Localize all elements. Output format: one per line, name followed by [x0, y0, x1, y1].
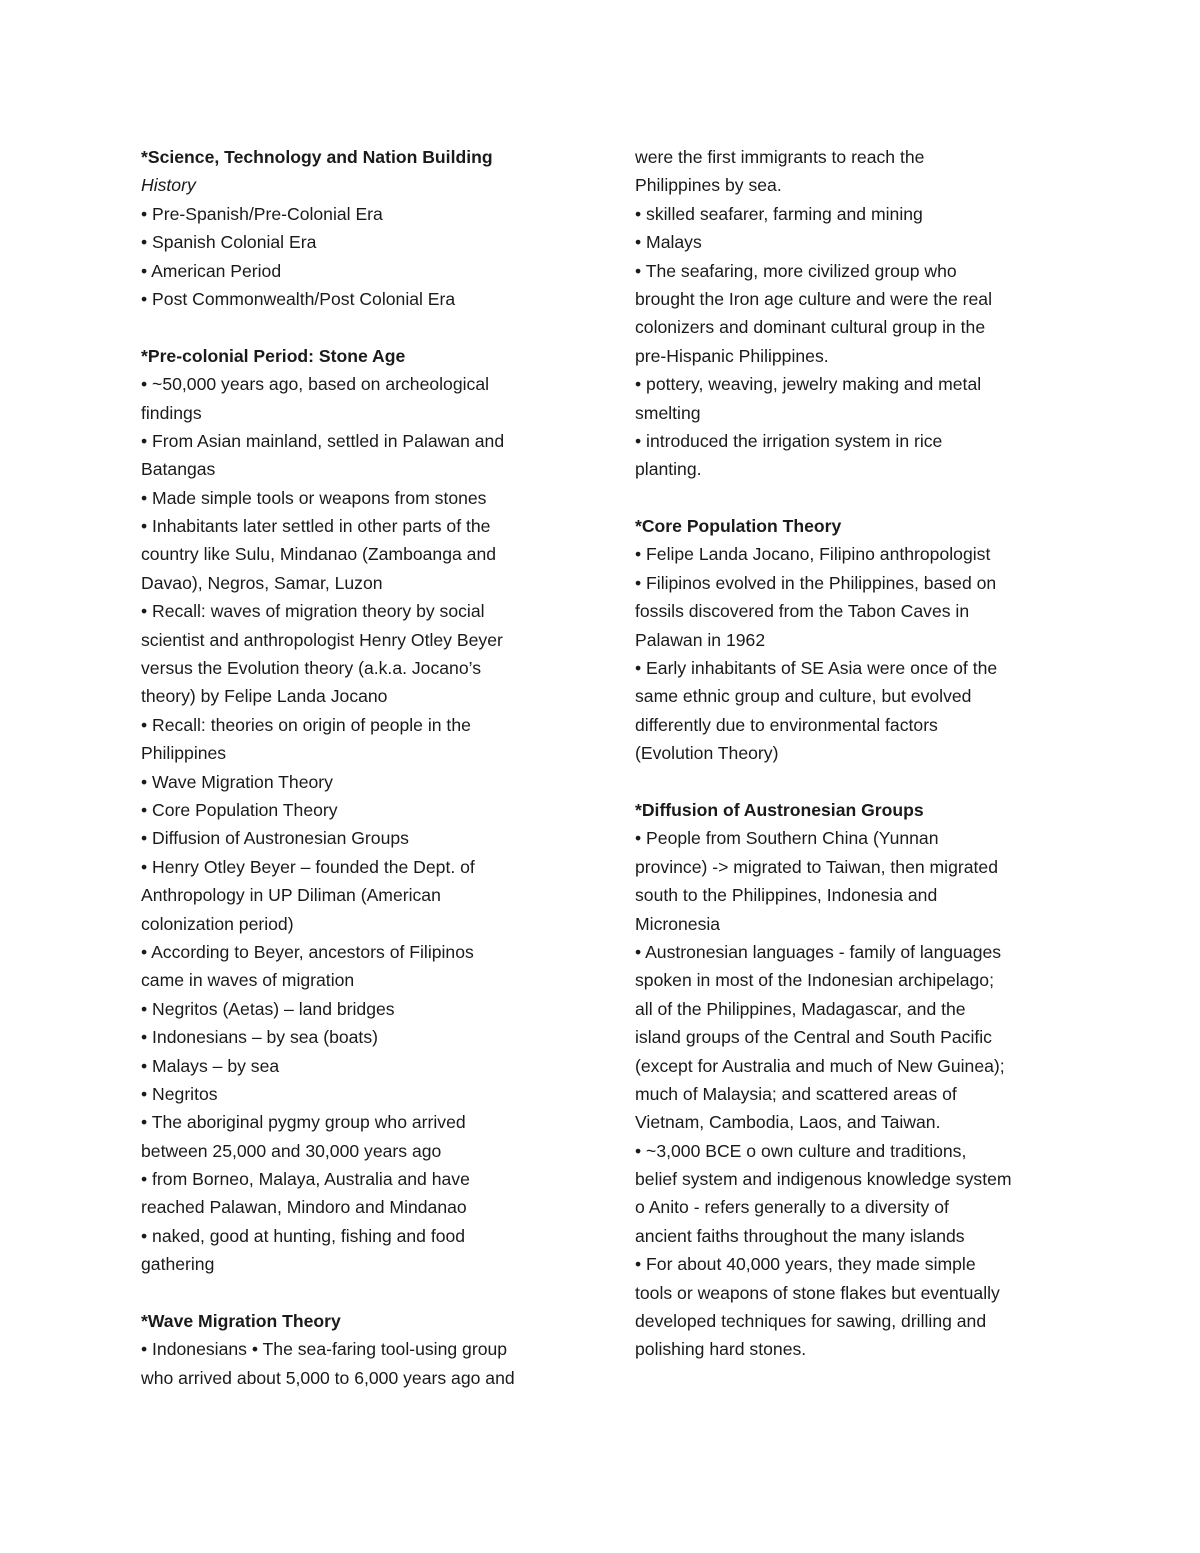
text-line: scientist and anthropologist Henry Otley Beyer [141, 629, 503, 650]
text-line: pre-Hispanic Philippines. [635, 345, 829, 366]
text-line: colonization period) [141, 913, 294, 934]
text-line: Palawan in 1962 [635, 629, 766, 650]
text-line: much of Malaysia; and scattered areas of [635, 1083, 957, 1104]
text-line: Micronesia [635, 913, 721, 934]
text-line: • Wave Migration Theory [141, 771, 333, 792]
text-line: • Inhabitants later settled in other parts of the [141, 516, 491, 537]
text-line: • Negritos [141, 1083, 218, 1104]
text-line: polishing hard stones. [635, 1339, 807, 1360]
text-line: • Indonesians • The sea-faring tool-using group [141, 1339, 508, 1360]
text-line: versus the Evolution theory (a.k.a. Jocano’s [141, 658, 482, 679]
text-line: • People from Southern China (Yunnan [635, 828, 939, 849]
paragraph-spacer [141, 313, 581, 341]
text-line: • introduced the irrigation system in rice [635, 430, 943, 451]
text-line: Philippines by sea. [635, 175, 782, 196]
text-line: • The aboriginal pygmy group who arrived [141, 1112, 466, 1133]
text-line: • ~50,000 years ago, based on archeological [141, 374, 490, 395]
text-line: • Recall: theories on origin of people in the [141, 714, 471, 735]
text-line: Anthropology in UP Diliman (American [141, 885, 441, 906]
text-line: • Negritos (Aetas) – land bridges [141, 998, 395, 1019]
text-line: o Anito - refers generally to a diversity of [635, 1197, 949, 1218]
text-line: • Core Population Theory [141, 799, 338, 820]
paragraph-spacer [635, 484, 1075, 512]
text-line: • Henry Otley Beyer – founded the Dept. of [141, 856, 475, 877]
right-column [635, 143, 1075, 1364]
text-line: smelting [635, 402, 701, 423]
text-line: province) -> migrated to Taiwan, then migrated [635, 856, 998, 877]
text-line: Davao), Negros, Samar, Luzon [141, 572, 383, 593]
text-line: (except for Australia and much of New Guinea); [635, 1055, 1005, 1076]
text-line: • Austronesian languages - family of languages [635, 941, 1002, 962]
text-line: • Indonesians – by sea (boats) [141, 1027, 378, 1048]
text-line: • Pre-Spanish/Pre-Colonial Era [141, 203, 383, 224]
text-line: • pottery, weaving, jewelry making and metal [635, 374, 982, 395]
text-line: tools or weapons of stone flakes but eventually [635, 1282, 1000, 1303]
text-line: • Filipinos evolved in the Philippines, based on [635, 572, 997, 593]
text-line: Batangas [141, 459, 216, 480]
text-line: gathering [141, 1254, 215, 1275]
text-line: • From Asian mainland, settled in Palawan and [141, 430, 505, 451]
text-line: came in waves of migration [141, 970, 355, 991]
text-line: • Felipe Landa Jocano, Filipino anthropologist [635, 544, 991, 565]
text-line: who arrived about 5,000 to 6,000 years ago and [141, 1367, 515, 1388]
text-line: • American Period [141, 260, 282, 281]
text-line: were the first immigrants to reach the [635, 147, 925, 167]
text-line: • Diffusion of Austronesian Groups [141, 828, 409, 849]
text-line: island groups of the Central and South Pacific [635, 1027, 992, 1048]
section-heading: *Diffusion of Austronesian Groups [635, 799, 924, 820]
text-line: planting. [635, 459, 702, 480]
section-heading: *Pre-colonial Period: Stone Age [141, 345, 406, 366]
text-line: belief system and indigenous knowledge system [635, 1169, 1012, 1190]
text-line: colonizers and dominant cultural group in the [635, 317, 986, 338]
text-line: reached Palawan, Mindoro and Mindanao [141, 1197, 467, 1218]
paragraph-spacer [141, 1279, 581, 1307]
section-heading: *Core Population Theory [635, 516, 842, 537]
text-line: brought the Iron age culture and were the real [635, 288, 992, 309]
text-line: Vietnam, Cambodia, Laos, and Taiwan. [635, 1112, 941, 1133]
text-line: Philippines [141, 743, 227, 764]
text-line: south to the Philippines, Indonesia and [635, 885, 938, 906]
text-line: • Early inhabitants of SE Asia were once of the [635, 658, 998, 679]
text-line: • ~3,000 BCE o own culture and traditions, [635, 1140, 967, 1161]
text-line: all of the Philippines, Madagascar, and the [635, 998, 966, 1019]
text-line: findings [141, 402, 202, 423]
paragraph-spacer [635, 768, 1075, 796]
text-line: • For about 40,000 years, they made simple [635, 1254, 976, 1275]
text-line: • naked, good at hunting, fishing and food [141, 1225, 466, 1246]
text-line: between 25,000 and 30,000 years ago [141, 1140, 442, 1161]
text-line: • skilled seafarer, farming and mining [635, 203, 923, 224]
text-line: • from Borneo, Malaya, Australia and have [141, 1169, 470, 1190]
text-line: • Spanish Colonial Era [141, 232, 317, 253]
text-line: differently due to environmental factors [635, 714, 938, 735]
text-line: • According to Beyer, ancestors of Filipinos [141, 941, 474, 962]
text-line: (Evolution Theory) [635, 743, 779, 764]
text-line: • The seafaring, more civilized group who [635, 260, 957, 281]
text-line: • Made simple tools or weapons from stones [141, 487, 487, 508]
section-heading: *Science, Technology and Nation Building [141, 147, 493, 167]
text-line: ancient faiths throughout the many islands [635, 1225, 965, 1246]
text-line: • Recall: waves of migration theory by social [141, 601, 485, 622]
text-line: developed techniques for sawing, drilling and [635, 1311, 987, 1332]
text-line: • Malays [635, 232, 702, 253]
text-line: theory) by Felipe Landa Jocano [141, 686, 388, 707]
text-line: same ethnic group and culture, but evolved [635, 686, 972, 707]
text-line: country like Sulu, Mindanao (Zamboanga and [141, 544, 497, 565]
text-line: spoken in most of the Indonesian archipelago; [635, 970, 994, 991]
text-line: • Post Commonwealth/Post Colonial Era [141, 288, 456, 309]
subheading: History [141, 175, 196, 196]
text-line: • Malays – by sea [141, 1055, 280, 1076]
text-line: fossils discovered from the Tabon Caves in [635, 601, 970, 622]
section-heading: *Wave Migration Theory [141, 1311, 341, 1332]
left-column [141, 143, 581, 1392]
